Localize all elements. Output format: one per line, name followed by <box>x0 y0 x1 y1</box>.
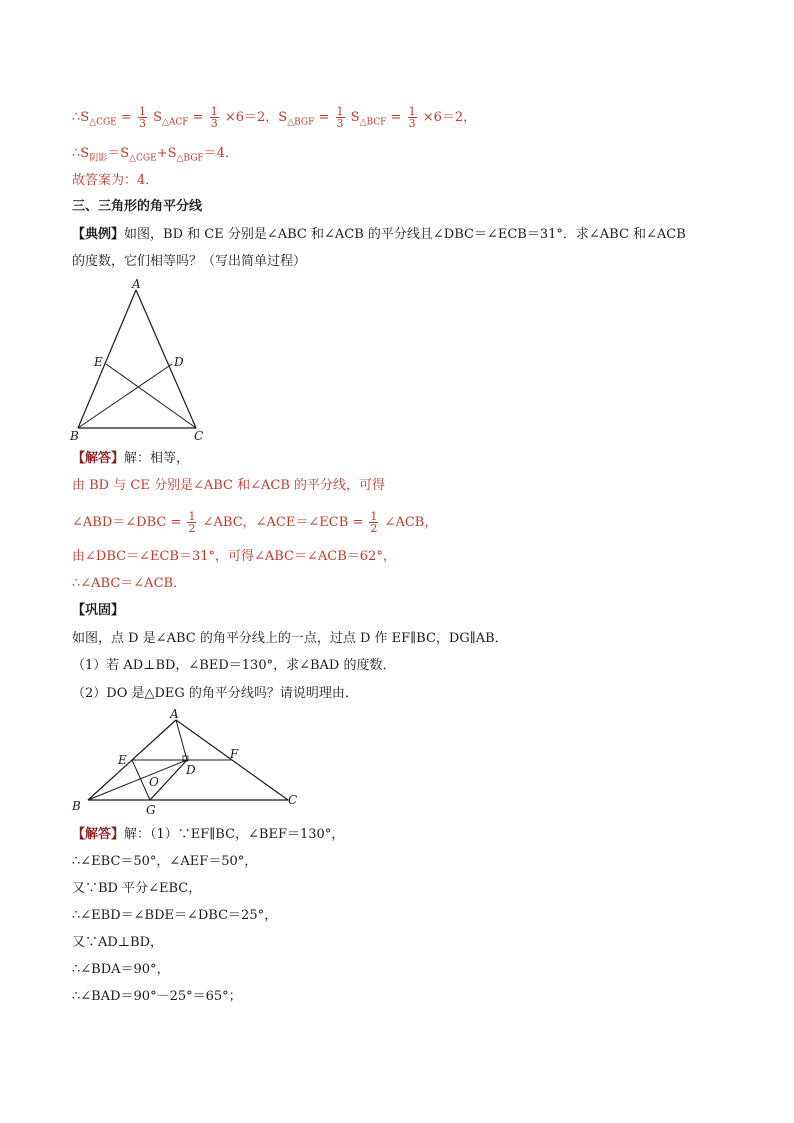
section-heading: 三、三角形的角平分线 <box>72 199 203 214</box>
solution-2-line-5: 又∵AD⊥BD， <box>72 935 164 950</box>
triangle-figure-1 <box>66 278 216 448</box>
label-B: B <box>72 799 81 813</box>
solution-2-header: 【解答】解：（1）∵EF∥BC，∠BEF＝130°， <box>72 827 345 842</box>
label-A: A <box>170 707 179 721</box>
solution-2-line-2: ∴∠EBC＝50°，∠AEF＝50°， <box>72 854 258 869</box>
label-C: C <box>288 793 298 807</box>
solution-1-line-5: ∴∠ABC＝∠ACB． <box>72 576 187 591</box>
question-line-1: 如图，点 D 是∠ABC 的角平分线上的一点，过点 D 作 EF∥BC，DG∥AB． <box>72 631 508 646</box>
question-line-3: （2）DO 是△DEG 的角平分线吗？请说明理由． <box>72 686 358 701</box>
question-line-2: （1）若 AD⊥BD，∠BED＝130°，求∠BAD 的度数． <box>72 658 396 673</box>
label-F: F <box>230 747 239 761</box>
fraction-one-half: $\frac{1}{2}$ <box>188 510 196 535</box>
label-C: C <box>194 429 204 443</box>
label-B: B <box>70 429 79 443</box>
label-D: D <box>174 355 184 369</box>
solution-1-line-2: 由 BD 与 CE 分别是∠ABC 和∠ACB 的平分线，可得 <box>72 478 386 493</box>
solution-2-line-7: ∴∠BAD＝90°－25°＝65°； <box>72 989 242 1004</box>
solution-2-line-3: 又∵BD 平分∠EBC， <box>72 881 202 896</box>
label-O: O <box>149 775 159 789</box>
example-question-line-1: 【典例】如图，BD 和 CE 分别是∠ABC 和∠ACB 的平分线且∠DBC＝∠ECB＝31°．求∠ABC 和∠ACB <box>72 227 686 242</box>
solution-2-line-6: ∴∠BDA＝90°， <box>72 962 170 977</box>
label-D: D <box>186 763 196 777</box>
fraction-one-third: $\frac{1}{3}$ <box>138 105 146 130</box>
solution-1-line-4: 由∠DBC＝∠ECB＝31°，可得∠ABC＝∠ACB＝62°， <box>72 549 396 564</box>
consolidate-heading: 【巩固】 <box>72 603 125 618</box>
label-G: G <box>146 803 156 817</box>
example-question-line-2: 的度数，它们相等吗？（写出简单过程） <box>72 254 307 269</box>
fraction-one-third: $\frac{1}{3}$ <box>408 105 416 130</box>
triangle-figure-2 <box>66 706 306 818</box>
label-E: E <box>94 355 103 369</box>
area-equation-line: $\therefore S_{\triangle CGE}$ = $\frac{1}{3}$ $S_{\triangle ACF}$ = $\frac{1}{3}$ ×6＝2，$S_{\triangle BGF}$ = $\frac{1}{3}$ $S_{\triangle BCF}$ = $\frac{1}{3}$ ×6＝2， <box>72 105 477 130</box>
solution-2-line-4: ∴∠EBD＝∠BDE＝∠DBC＝25°， <box>72 908 278 923</box>
answer-line: 故答案为：4． <box>72 173 159 188</box>
label-E: E <box>118 753 127 767</box>
label-A: A <box>132 278 141 291</box>
solution-1-header: 【解答】解：相等， <box>72 451 190 466</box>
shaded-area-line: $\therefore S_{阴影}=S_{\triangle CGE}+S_{\triangle BGF}=4$． <box>72 146 238 164</box>
solution-1-line-3: ∠ABD＝∠DBC = $\frac{1}{2}$ ∠ABC，∠ACE＝∠ECB = $\frac{1}{2}$ ∠ACB， <box>72 510 438 535</box>
fraction-one-third: $\frac{1}{3}$ <box>210 105 218 130</box>
fraction-one-half: $\frac{1}{2}$ <box>370 510 378 535</box>
fraction-one-third: $\frac{1}{3}$ <box>336 105 344 130</box>
